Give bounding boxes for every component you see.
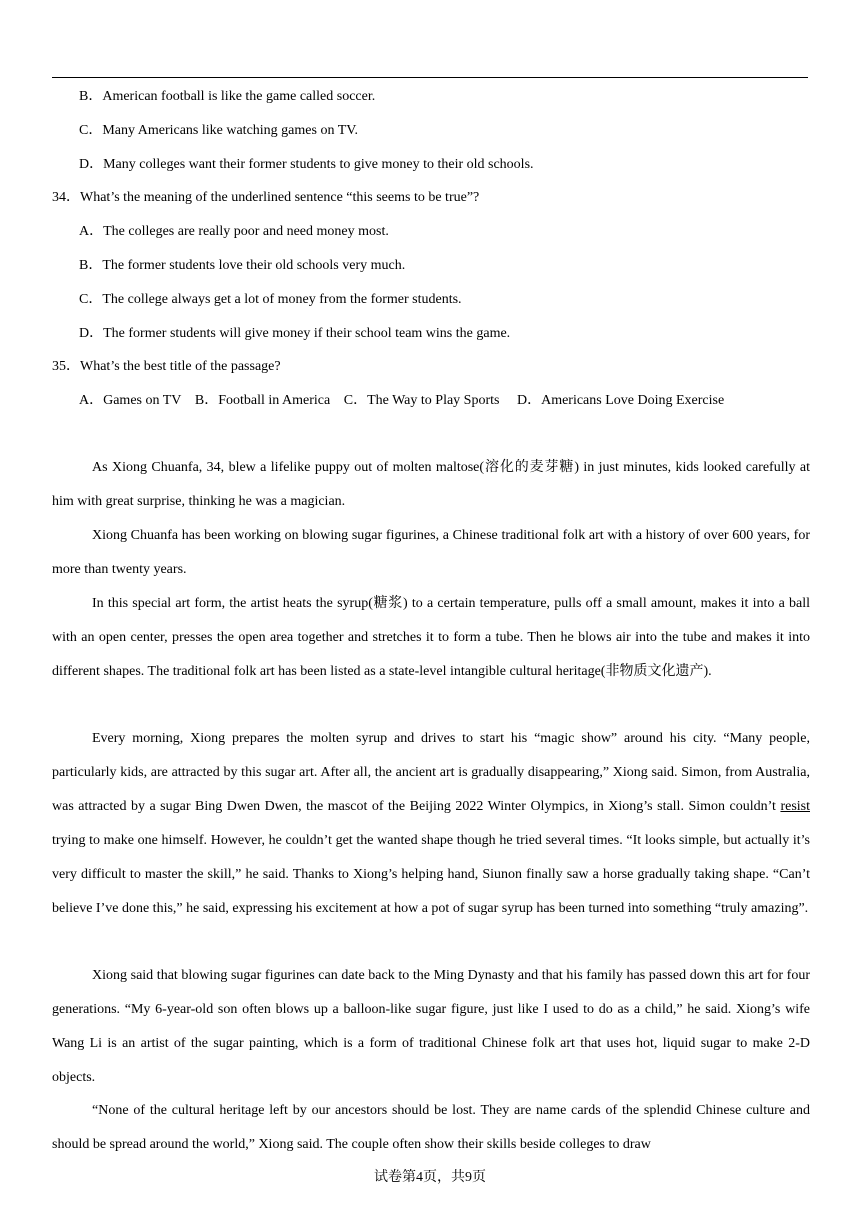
q33-option-c: C．Many Americans like watching games on TV.: [79, 123, 359, 138]
q34-question: 34．What’s the meaning of the underlined sentence “this seems to be true”?: [52, 190, 480, 205]
passage-paragraph-3: In this special art form, the artist heats the syrup(糖浆) to a certain temperature, pulls off a small amount, makes it into a ball with an open center, presses the open area together and stretches it to form a tube. Then he blows air into the tube and makes it into different shapes. The traditional folk art has been listed as a state-level intangible cultural heritage(非物质文化遗产).: [52, 596, 810, 679]
q35-options: [79, 392, 734, 410]
header-rule: [52, 77, 808, 78]
q34-option-c: C．The college always get a lot of money from the former students.: [79, 292, 462, 307]
q35-option-c: C．The Way to Play Sports: [343, 393, 500, 408]
q34-option-b: B．The former students love their old schools very much.: [79, 258, 406, 273]
q33-option-b: B．American football is like the game called soccer.: [79, 89, 376, 104]
passage-paragraph-5: Xiong said that blowing sugar figurines can date back to the Ming Dynasty and that his family has passed down this art for four generations. “My 6-year-old son often blows up a balloon-like sugar figure, just like I used to do as a child,” he said. Xiong’s wife Wang Li is an artist of the sugar painting, which is a form of traditional Chinese folk art that uses hot, liquid sugar to make 2-D objects.: [52, 968, 810, 1085]
passage-paragraph-6: “None of the cultural heritage left by our ancestors should be lost. They are name cards of the splendid Chinese culture and should be spread around the world,” Xiong said. The couple often show their skills beside colleges to draw: [52, 1103, 810, 1152]
q35-question: 35．What’s the best title of the passage?: [52, 359, 281, 374]
q33-option-d: D．Many colleges want their former students to give money to their old schools.: [79, 157, 534, 172]
passage-paragraph-2: Xiong Chuanfa has been working on blowing sugar figurines, a Chinese traditional folk art with a history of over 600 years, for more than twenty years.: [52, 528, 810, 577]
q35-option-a: A．Games on TV: [79, 393, 182, 408]
q35-option-d: D．Americans Love Doing Exercise: [516, 393, 725, 408]
page-footer: 试卷第4页，共9页: [374, 1170, 486, 1185]
q35-option-b: B．Football in America: [194, 393, 331, 408]
passage-paragraph-4: [52, 722, 810, 925]
p4-text-b: trying to make one himself. However, he couldn’t get the wanted shape though he tried several times. “It looks simple, but actually it’s very difficult to master the skill,” he said. Thanks to Xiong’s helping hand, Siunon finally saw a horse gradually taking shape. “Can’t believe I’ve done this,” he said, expressing his excitement at how a pot of sugar syrup has been turned into something “truly amazing”.: [52, 832, 810, 916]
passage-paragraph-1: As Xiong Chuanfa, 34, blew a lifelike puppy out of molten maltose(溶化的麦芽糖) in just minutes, kids looked carefully at him with great surprise, thinking he was a magician.: [52, 460, 810, 509]
underlined-word-resist: resist: [780, 798, 810, 814]
q34-option-d: D．The former students will give money if their school team wins the game.: [79, 326, 511, 341]
p4-text-a: Every morning, Xiong prepares the molten syrup and drives to start his “magic show” around his city. “Many people, particularly kids, are attracted by this sugar art. After all, the ancient art is gradually disappearing,” Xiong said. Simon, from Australia, was attracted by a sugar Bing Dwen Dwen, the mascot of the Beijing 2022 Winter Olympics, in Xiong’s stall. Simon couldn’t: [52, 731, 810, 814]
q34-option-a: A．The colleges are really poor and need money most.: [79, 224, 389, 239]
